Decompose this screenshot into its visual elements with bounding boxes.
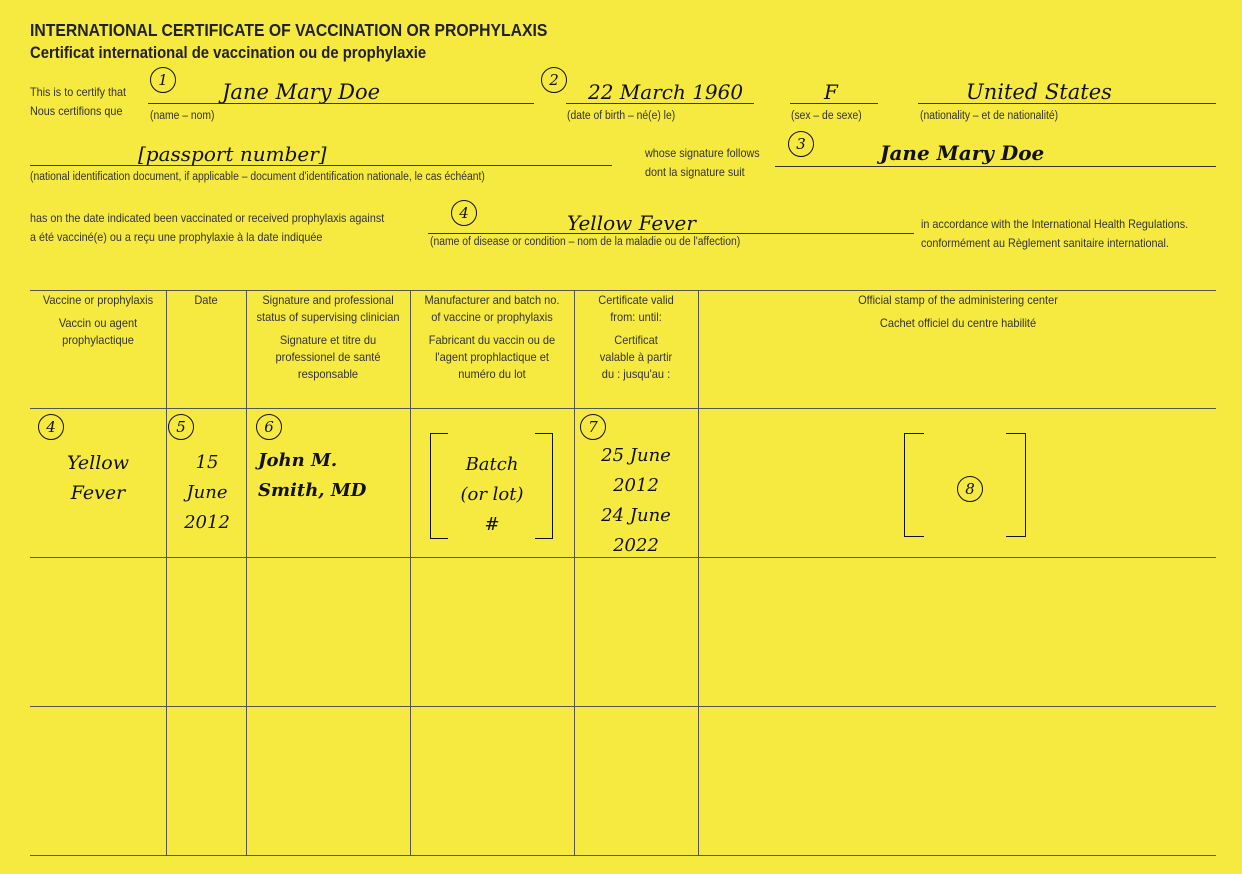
marker-row-5-icon: 5: [168, 414, 194, 440]
table-row2-border: [30, 706, 1216, 707]
disease-caption: (name of disease or condition – nom de la maladie ou de l'affection): [430, 236, 741, 248]
row1-clinician: John M. Smith, MD: [258, 450, 367, 501]
name-value: Jane Mary Doe: [222, 80, 381, 104]
row1-validity: 25 June 2012 24 June 2022: [601, 445, 671, 556]
sex-value: F: [824, 80, 838, 104]
marker-3-icon: 3: [788, 131, 814, 157]
header-stamp-fr: Cachet officiel du centre habilité: [879, 316, 1037, 331]
header-signature-en: Signature and professional status of supervising clinician: [256, 293, 400, 325]
col-divider-5: [698, 290, 699, 855]
table-top-border: [30, 290, 1216, 291]
header-date: [169, 292, 243, 309]
stamp-bracket-right: [1006, 433, 1026, 537]
name-caption: (name – nom): [150, 110, 215, 122]
signature-underline: [775, 166, 1216, 167]
row1-date: 15 June 2012: [184, 452, 230, 533]
sex-caption: (sex – de sexe): [791, 110, 862, 122]
table-header-border: [30, 408, 1216, 409]
certify-label-fr: Nous certifions que: [30, 104, 123, 118]
certify-label-en: This is to certify that: [30, 85, 127, 99]
header-validity-fr: Certificat valable à partir du : jusqu'au :: [599, 333, 673, 382]
header-vaccine: [35, 292, 160, 349]
ihr-label-en: in accordance with the International Health Regulations.: [921, 217, 1189, 231]
header-validity: [597, 292, 674, 383]
marker-4-icon: 4: [451, 200, 477, 226]
header-manufacturer-fr: Fabricant du vaccin ou de l'agent prophlactique et numéro du lot: [428, 333, 556, 382]
id-document-value: [passport number]: [138, 142, 327, 166]
row1-batch: Batch (or lot) #: [460, 454, 524, 535]
table-bottom-border: [30, 855, 1216, 856]
nationality-value: United States: [966, 80, 1112, 104]
col-divider-3: [410, 290, 411, 855]
marker-1-icon: 1: [150, 67, 176, 93]
header-vaccine-en: Vaccine or prophylaxis: [42, 293, 154, 307]
vaccinated-label-fr: a été vacciné(e) ou a reçu une prophylaxie à la date indiquée: [30, 230, 323, 244]
stamp-bracket-left: [904, 433, 924, 537]
header-date-label: Date: [194, 293, 218, 307]
marker-row-6-icon: 6: [256, 414, 282, 440]
marker-row-4-icon: 4: [38, 414, 64, 440]
col-divider-1: [166, 290, 167, 855]
header-manufacturer-en: Manufacturer and batch no. of vaccine or prophylaxis: [424, 293, 560, 325]
header-stamp-en: Official stamp of the administering center: [858, 293, 1058, 307]
row1-vaccine: Yellow Fever: [67, 452, 129, 504]
marker-row-8-icon: 8: [957, 476, 983, 502]
col-divider-4: [574, 290, 575, 855]
col-divider-2: [246, 290, 247, 855]
certificate-title-fr: Certificat international de vaccination ou de prophylaxie: [30, 44, 427, 62]
header-validity-en: Certificate valid from: until:: [598, 293, 674, 325]
vaccinated-label-en: has on the date indicated been vaccinated or received prophylaxis against: [30, 211, 385, 225]
nationality-caption: (nationality – et de nationalité): [920, 110, 1059, 122]
signature-label-en: whose signature follows: [645, 146, 760, 160]
header-signature-fr: Signature et titre du professionel de santé responsable: [275, 333, 381, 382]
header-manufacturer: [418, 292, 565, 383]
dob-caption: (date of birth – né(e) le): [567, 110, 676, 122]
signature-value: Jane Mary Doe: [880, 141, 1045, 165]
ihr-label-fr: conformément au Règlement sanitaire international.: [921, 236, 1169, 250]
header-vaccine-fr: Vaccin ou agent prophylactique: [58, 316, 138, 348]
marker-2-icon: 2: [541, 67, 567, 93]
id-caption: (national identification document, if applicable – document d'identification nationale, le cas échéant): [30, 171, 485, 183]
certificate-title-en: INTERNATIONAL CERTIFICATE OF VACCINATION OR PROPHYLAXIS: [30, 20, 548, 40]
dob-value: 22 March 1960: [588, 80, 744, 104]
marker-row-7-icon: 7: [580, 414, 606, 440]
header-stamp: [721, 292, 1196, 332]
header-signature: [254, 292, 401, 383]
signature-label-fr: dont la signature suit: [645, 165, 745, 179]
disease-value: Yellow Fever: [567, 211, 696, 235]
